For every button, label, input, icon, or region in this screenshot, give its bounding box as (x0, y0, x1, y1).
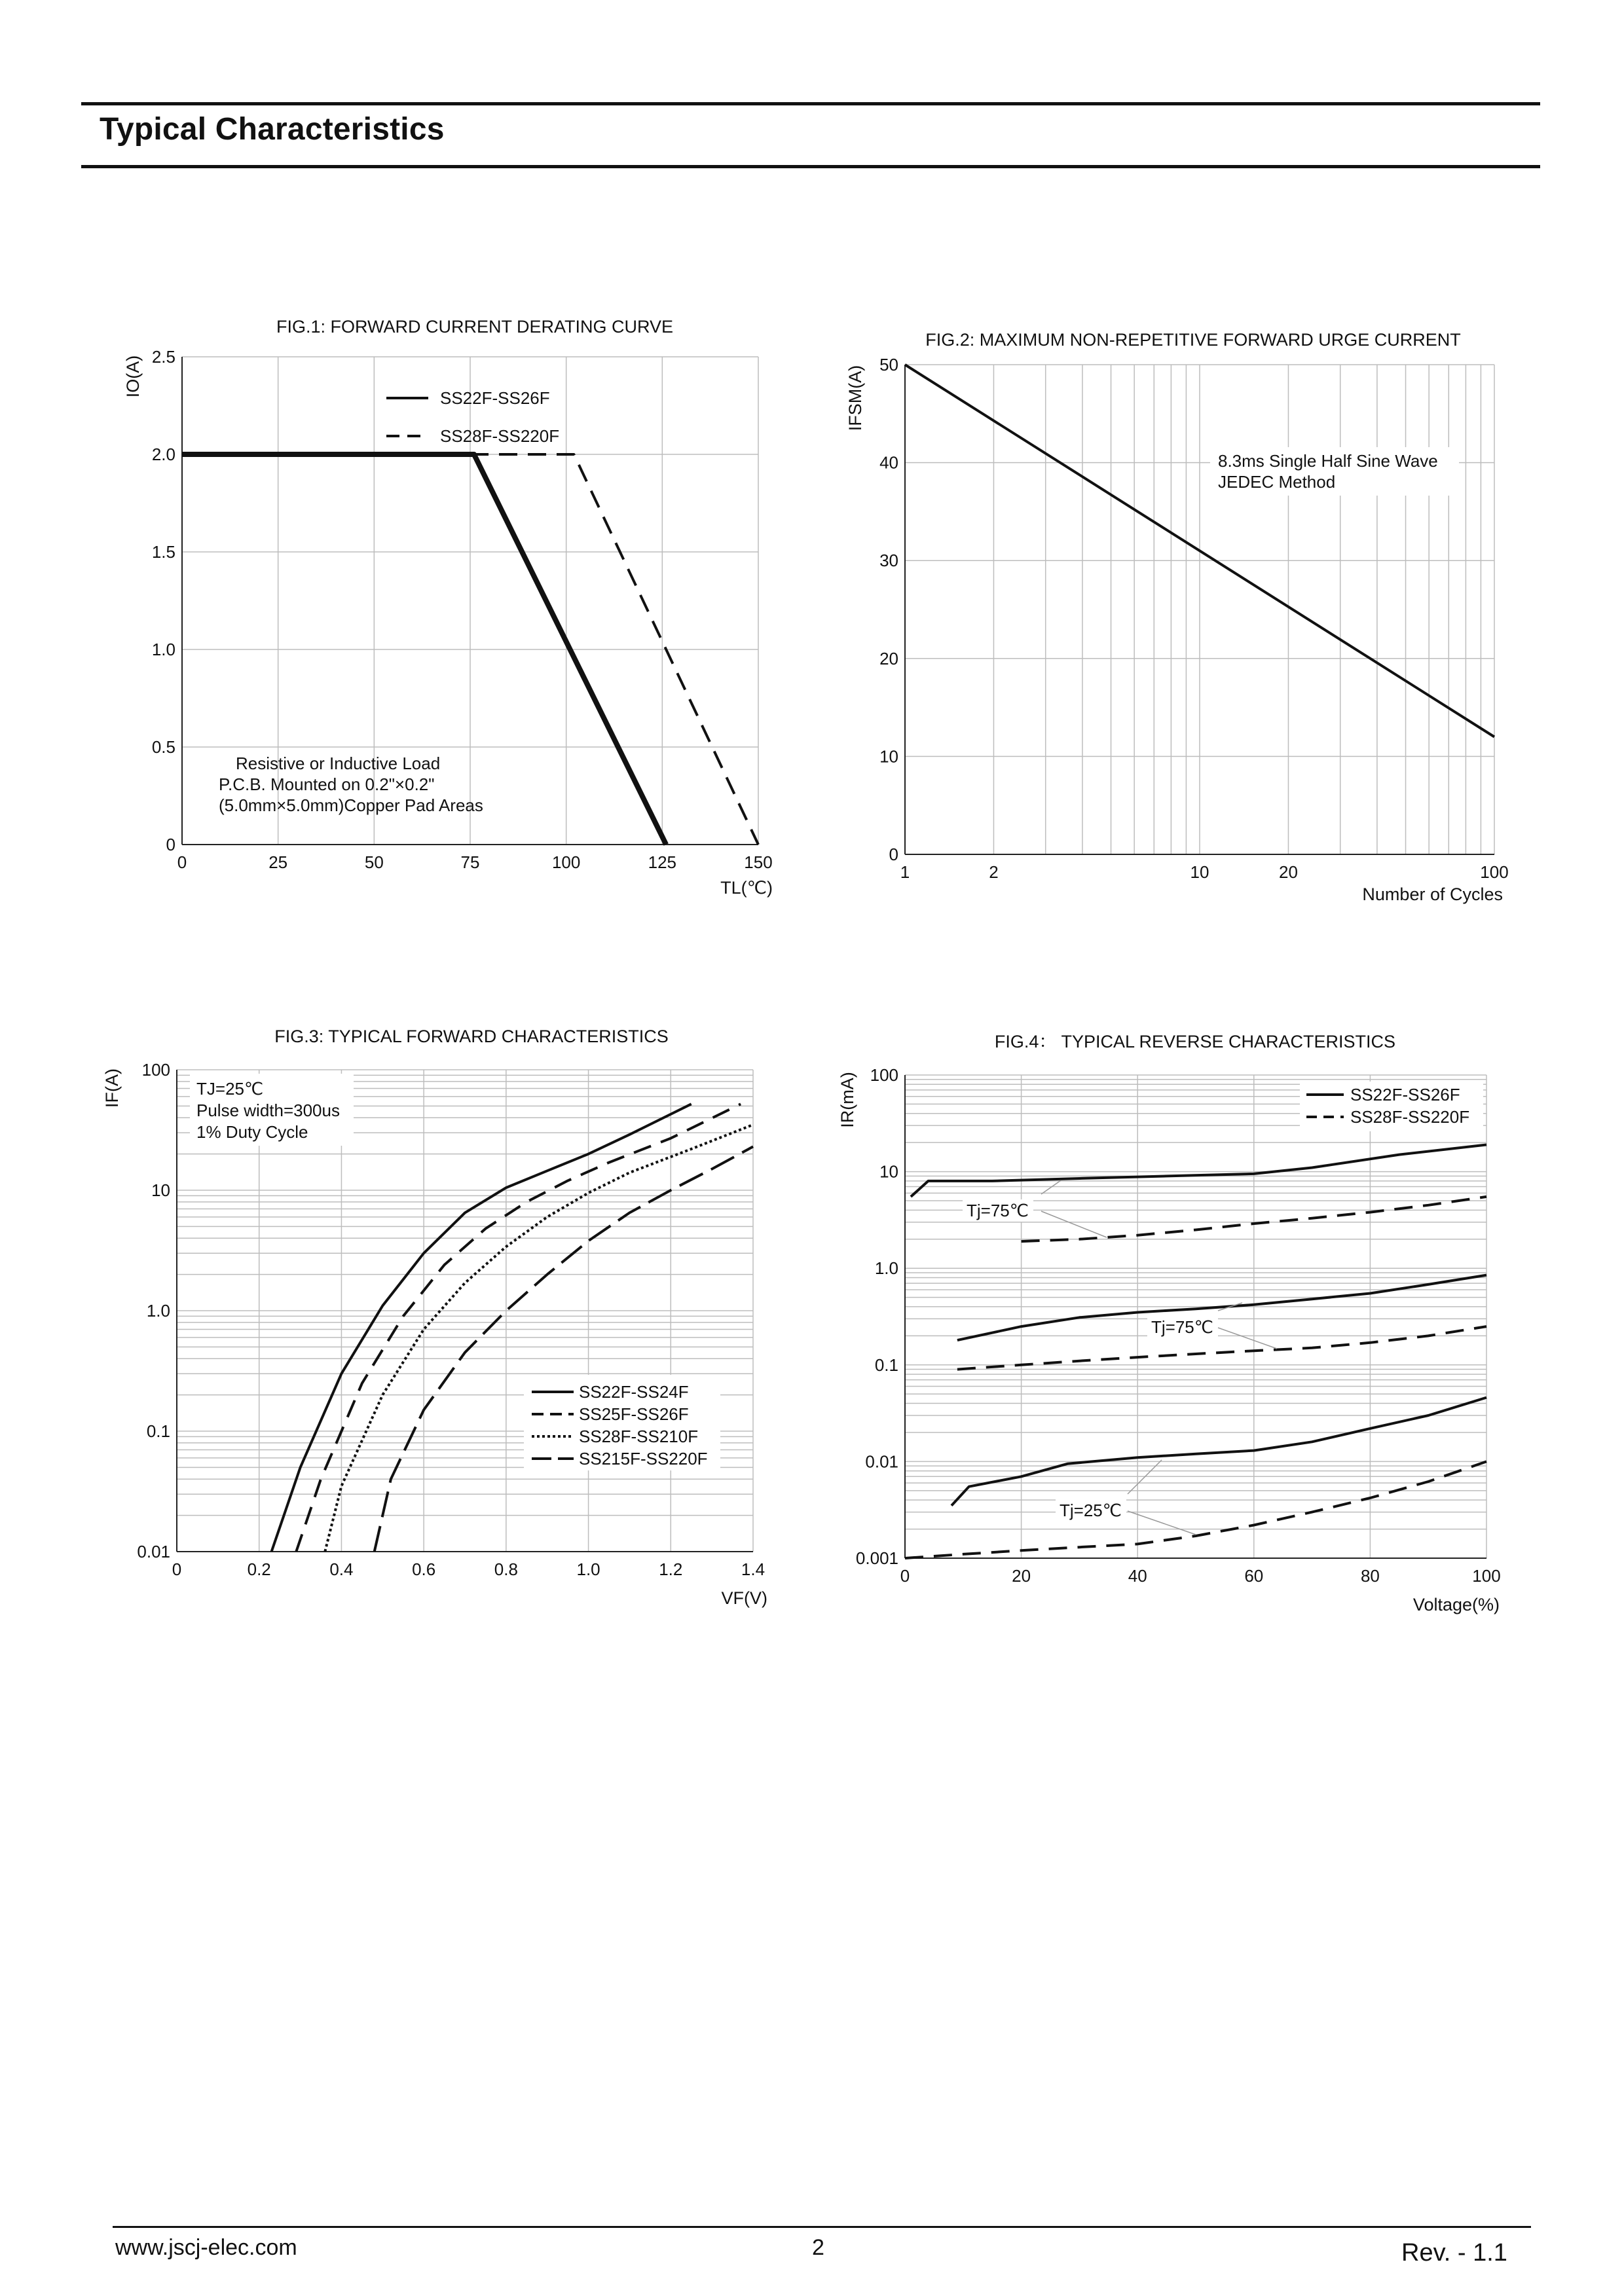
fig3-legend-label: SS22F-SS24F (579, 1382, 689, 1402)
fig4-x-axis-label: Voltage(%) (1412, 1595, 1500, 1614)
fig3-title: FIG.3: TYPICAL FORWARD CHARACTERISTICS (274, 1027, 669, 1046)
fig1-x-tick-label: 25 (268, 852, 288, 872)
fig1-y-axis-label: IO(A) (123, 355, 143, 398)
fig4-temp-label: Tj=25℃ (1060, 1501, 1122, 1520)
fig3-series-ss25f-ss26f (296, 1104, 741, 1552)
fig4-y-tick-label: 0.001 (855, 1548, 898, 1568)
fig2-y-axis-label: IFSM(A) (845, 365, 865, 431)
fig4-temp-label: Tj=75℃ (1151, 1317, 1213, 1337)
fig2-x-tick-label: 1 (900, 862, 910, 882)
fig1-x-tick-label: 50 (364, 852, 384, 872)
fig4-series-ss22f-ss26f (911, 1145, 1486, 1197)
fig2-y-tick-label: 0 (889, 845, 898, 864)
fig3-y-tick-label: 1.0 (146, 1301, 170, 1321)
fig3-y-tick-label: 0.1 (146, 1421, 170, 1441)
fig4-series-curve-5 (951, 1398, 1486, 1506)
fig4-legend-label: SS22F-SS26F (1350, 1085, 1460, 1104)
fig3-annotation-line: 1% Duty Cycle (196, 1122, 308, 1142)
fig2-y-tick-label: 20 (879, 648, 898, 668)
fig1-title: FIG.1: FORWARD CURRENT DERATING CURVE (276, 317, 674, 337)
fig2-annotation-line: JEDEC Method (1218, 472, 1336, 492)
fig2-annotation-line: 8.3ms Single Half Sine Wave (1218, 451, 1438, 471)
fig3-legend-label: SS28F-SS210F (579, 1427, 699, 1446)
fig4-x-tick-label: 60 (1244, 1566, 1264, 1586)
fig1-x-tick-label: 150 (744, 852, 773, 872)
fig1-annotation-line: P.C.B. Mounted on 0.2"×0.2" (219, 774, 435, 794)
footer-rule (113, 2226, 1531, 2228)
fig4-y-tick-label: 1.0 (874, 1258, 898, 1279)
fig3-y-tick-label: 10 (151, 1180, 170, 1200)
fig4-x-tick-label: 0 (900, 1566, 910, 1586)
fig1-y-tick-label: 0.5 (151, 737, 175, 757)
fig2-y-tick-label: 40 (879, 452, 898, 473)
fig3-x-tick-label: 0.8 (494, 1559, 518, 1579)
fig1-annotation-line: Resistive or Inductive Load (236, 754, 441, 773)
fig1-x-tick-label: 0 (177, 852, 187, 872)
fig3-series-ss22f-ss24f (272, 1104, 692, 1552)
fig2-x-axis-label: Number of Cycles (1362, 884, 1503, 904)
footer-website: www.jscj-elec.com (115, 2235, 297, 2260)
fig4-x-tick-label: 40 (1128, 1566, 1147, 1586)
fig2-x-tick-label: 2 (989, 862, 999, 882)
page-heading: Typical Characteristics (100, 112, 445, 147)
fig3-annotation-line: Pulse width=300us (196, 1101, 340, 1120)
fig1-x-tick-label: 125 (648, 852, 677, 872)
fig4-y-tick-label: 100 (870, 1065, 898, 1085)
fig4-x-tick-label: 100 (1472, 1566, 1501, 1586)
fig3-y-tick-label: 100 (141, 1060, 170, 1080)
fig1-y-tick-label: 1.0 (151, 640, 175, 659)
fig4-temp-leader-up (1041, 1180, 1061, 1194)
fig1-annotation-line: (5.0mm×5.0mm)Copper Pad Areas (219, 795, 483, 815)
fig3-y-axis-label: IF(A) (102, 1068, 122, 1108)
fig3-legend-label: SS215F-SS220F (579, 1449, 708, 1468)
fig2-y-tick-label: 30 (879, 551, 898, 571)
fig4-y-tick-label: 0.1 (874, 1355, 898, 1375)
fig3-x-tick-label: 1.2 (659, 1559, 683, 1579)
fig3-x-axis-label: VF(V) (721, 1588, 767, 1608)
fig3-annotation-line: TJ=25℃ (196, 1079, 264, 1099)
fig2-x-tick-label: 20 (1279, 862, 1298, 882)
fig4-title: FIG.4： TYPICAL REVERSE CHARACTERISTICS (994, 1032, 1396, 1051)
fig3-y-tick-label: 0.01 (137, 1542, 170, 1561)
fig4-temp-leader-down (1041, 1211, 1107, 1237)
fig4-y-tick-label: 10 (879, 1161, 898, 1182)
fig1-x-axis-label: TL(℃) (720, 878, 773, 898)
footer-revision: Rev. - 1.1 (1401, 2239, 1507, 2267)
fig1-legend-label: SS28F-SS220F (440, 426, 560, 446)
fig4-legend-label: SS28F-SS220F (1350, 1107, 1470, 1127)
fig3-x-tick-label: 0.6 (412, 1559, 436, 1579)
fig2-y-tick-label: 10 (879, 746, 898, 767)
fig1-x-tick-label: 100 (551, 852, 581, 872)
fig1-y-tick-label: 1.5 (151, 542, 175, 562)
fig4-y-axis-label: IR(mA) (838, 1072, 857, 1128)
fig1-legend-label: SS22F-SS26F (440, 388, 550, 408)
fig3-x-tick-label: 0.2 (247, 1559, 271, 1579)
fig4-x-tick-label: 80 (1360, 1566, 1380, 1586)
fig4-x-tick-label: 20 (1012, 1566, 1031, 1586)
fig4-series-curve-4 (957, 1326, 1486, 1370)
fig4-temp-label: Tj=75℃ (967, 1201, 1029, 1220)
footer-page-number: 2 (812, 2235, 824, 2260)
fig3-legend-label: SS25F-SS26F (579, 1404, 689, 1424)
fig2-x-tick-label: 10 (1190, 862, 1209, 882)
fig3-x-tick-label: 1.4 (741, 1559, 766, 1579)
fig3-x-tick-label: 1.0 (576, 1559, 600, 1579)
fig4-temp-leader-down (1218, 1328, 1277, 1349)
fig4-series-curve-3 (957, 1275, 1486, 1341)
fig3-x-tick-label: 0.4 (329, 1559, 354, 1579)
fig1-y-tick-label: 2.0 (151, 445, 175, 464)
fig3-x-tick-label: 0 (172, 1559, 182, 1579)
fig1-y-tick-label: 2.5 (151, 347, 175, 367)
fig1-y-tick-label: 0 (166, 835, 175, 854)
fig2-y-tick-label: 50 (879, 355, 898, 374)
fig1-x-tick-label: 75 (460, 852, 480, 872)
fig2-title: FIG.2: MAXIMUM NON-REPETITIVE FORWARD URGE CURRENT (925, 330, 1461, 350)
fig4-y-tick-label: 0.01 (865, 1451, 898, 1472)
fig2-x-tick-label: 100 (1480, 862, 1509, 882)
